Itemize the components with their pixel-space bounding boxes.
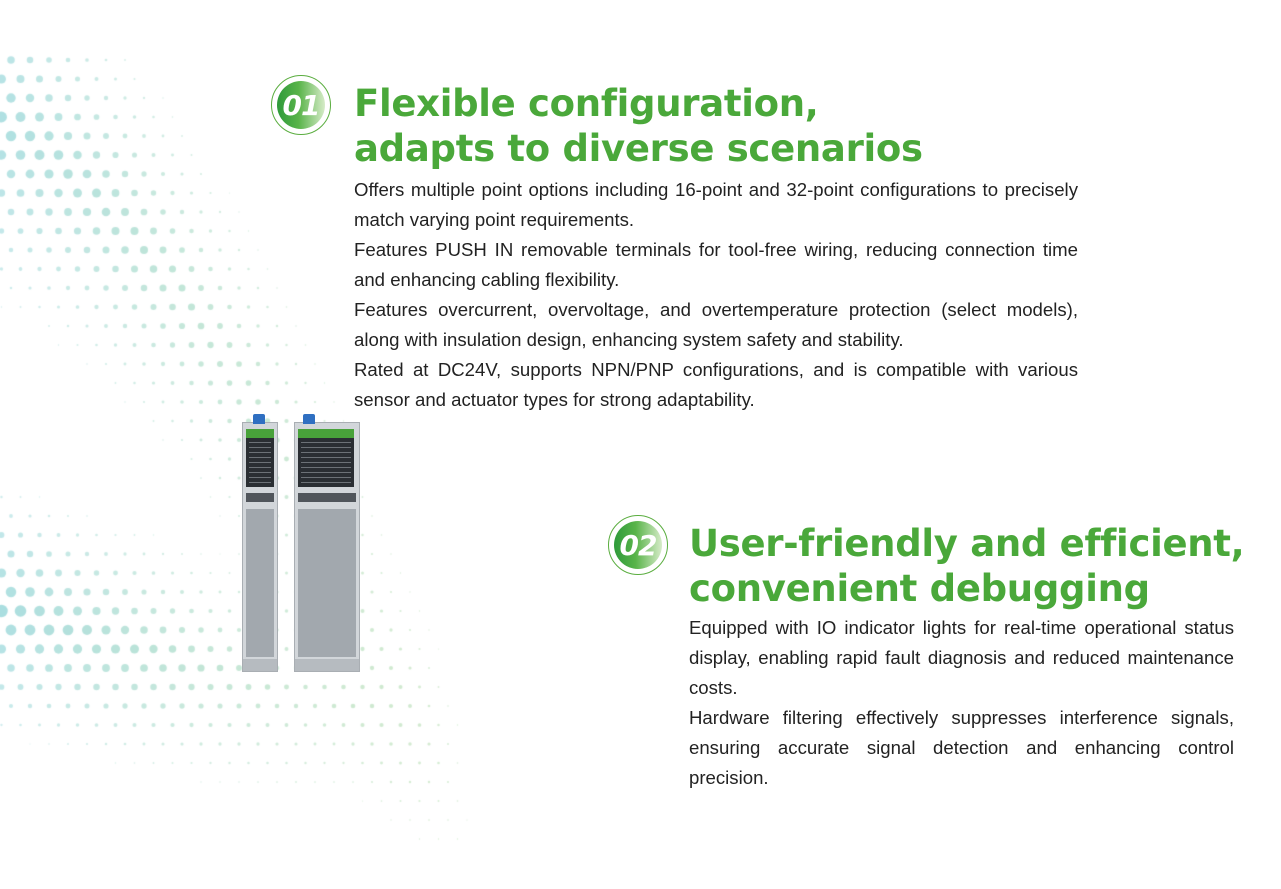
led-rows [301, 441, 351, 483]
module-foot [243, 659, 277, 671]
feature-body [689, 613, 1234, 793]
paragraph: Rated at DC24V, supports NPN/PNP configurations, and is compatible with various sensor and actuator types for strong adaptability. [354, 359, 1078, 410]
module-foot [295, 659, 359, 671]
paragraph: Equipped with IO indicator lights for real-time operational status display, enabling rapid fault diagnosis and reduced maintenance costs. [689, 617, 1234, 698]
connector-bar [246, 493, 274, 502]
title-line-1: User-friendly and efficient, [689, 522, 1245, 565]
led-rows [249, 441, 271, 483]
title-line-1: Flexible configuration, [354, 82, 819, 125]
io-module-16-point [242, 422, 278, 672]
module-label [246, 429, 274, 438]
push-in-terminals [298, 509, 356, 657]
number-badge [271, 75, 331, 135]
io-module-32-point [294, 422, 360, 672]
feature-title [689, 521, 1259, 611]
badge-number: 01 [277, 81, 325, 129]
din-clip-icon [303, 414, 315, 424]
push-in-terminals [246, 509, 274, 657]
indicator-panel [246, 429, 274, 487]
paragraph: Features overcurrent, overvoltage, and overtemperature protection (select models), along with insulation design, enhancing system safety and stability. [354, 299, 1078, 350]
feature-title [354, 81, 1074, 171]
module-label [298, 429, 354, 438]
paragraph: Hardware filtering effectively suppresses interference signals, ensuring accurate signal detection and enhancing control precision. [689, 707, 1234, 788]
indicator-panel [298, 429, 354, 487]
title-line-2: adapts to diverse scenarios [354, 127, 923, 170]
io-module-image [238, 412, 368, 674]
title-line-2: convenient debugging [689, 567, 1150, 610]
badge-number: 02 [614, 521, 662, 569]
din-clip-icon [253, 414, 265, 424]
connector-bar [298, 493, 356, 502]
number-badge [608, 515, 668, 575]
feature-body [354, 175, 1078, 415]
paragraph: Offers multiple point options including 16-point and 32-point configurations to precisely match varying point requirements. [354, 179, 1078, 230]
paragraph: Features PUSH IN removable terminals for tool-free wiring, reducing connection time and enhancing cabling flexibility. [354, 239, 1078, 290]
